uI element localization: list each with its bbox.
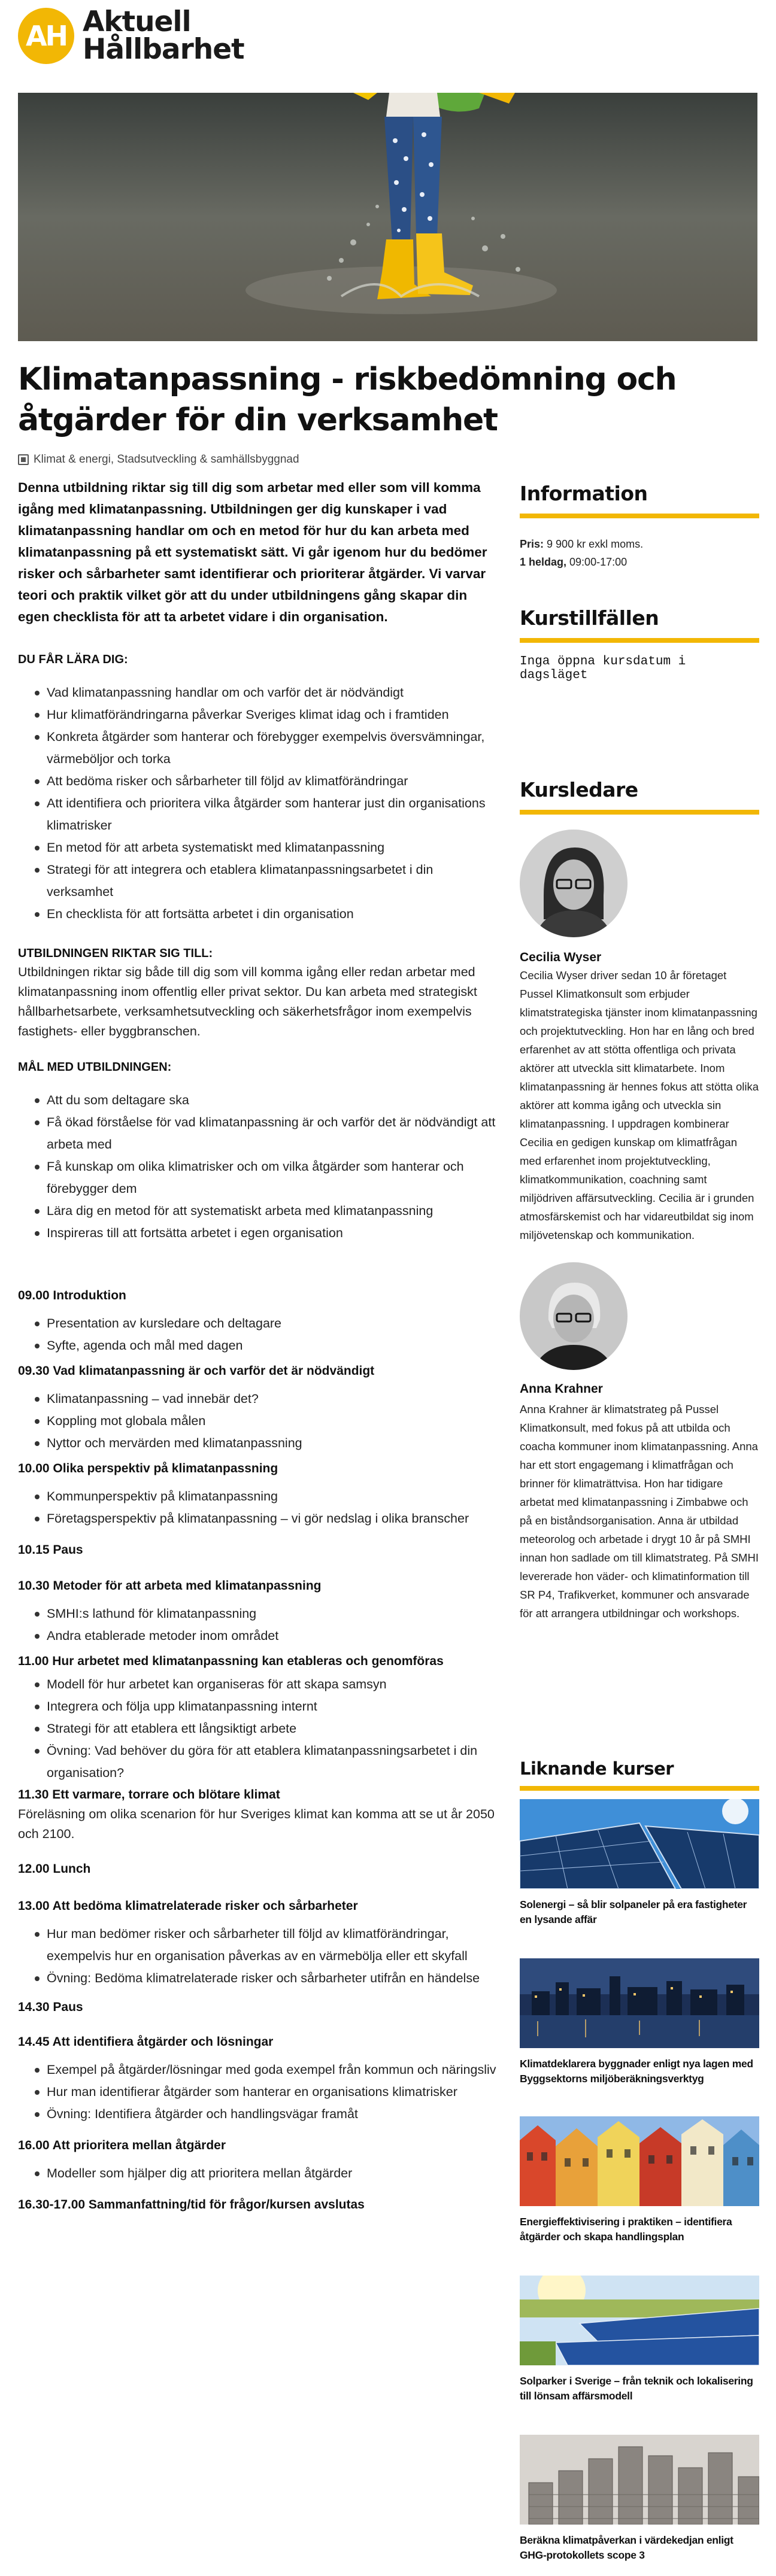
list-item: Modell för hur arbetet kan organiseras för att skapa samsyn [18,1673,497,1696]
related-course-title: Solenergi – så blir solpaneler på era fastigheter en lysande affär [520,1898,747,1925]
list-item: Hur man identifierar åtgärder som hanterar en organisations klimatrisker [18,2081,497,2103]
avatar [520,1262,628,1370]
schedule-heading: 14.45 Att identifiera åtgärder och lösningar [18,2035,274,2049]
info-heading: Information [520,482,648,505]
schedule-heading: 09.30 Vad klimatanpassning är och varför det är nödvändigt [18,1364,375,1378]
schedule [18,1286,497,2214]
schedule-list [18,1923,497,1989]
list-item: Modeller som hjälper dig att prioritera mellan åtgärder [18,2162,497,2185]
list-item: Integrera och följa upp klimatanpassning internt [18,1696,497,1718]
related-course-title: Energieffektivisering i praktiken – identifiera åtgärder och skapa handlingsplan [520,2216,732,2243]
related-course-link[interactable] [520,1958,759,2086]
leader-name: Anna Krahner [520,1382,603,1396]
related-course-title: Solparker i Sverige – från teknik och lokalisering till lönsam affärsmodell [520,2375,753,2402]
schedule-block [18,1897,497,1989]
list-item: SMHI:s lathund för klimatanpassning [18,1603,497,1625]
schedule-heading: 09.00 Introduktion [18,1289,126,1302]
list-item: Hur man bedömer risker och sårbarheter till följd av klimatförändringar, exempelvis hur en organisation påverkas av en värmebölja eller ett skyfall [18,1923,497,1967]
related-heading: Liknande kurser [520,1758,674,1779]
info-box [520,482,759,571]
logo-line-1: Aktuell [83,5,191,38]
site-header [18,0,244,72]
list-item: Exempel på åtgärder/lösningar med goda exempel från kommun och näringsliv [18,2059,497,2081]
related-course-title: Klimatdeklarera byggnader enligt nya lagen med Byggsektorns miljöberäkningsverktyg [520,2058,753,2085]
schedule-block [18,1362,497,1454]
schedule-list [18,1313,497,1357]
leader-card [520,830,759,1244]
schedule-text: Föreläsning om olika scenarion för hur Sveriges klimat kan komma att se ut år 2050 och 2100. [18,1807,495,1841]
schedule-list [18,1486,497,1530]
list-item: Inspireras till att fortsätta arbetet i egen organisation [18,1222,497,1244]
list-item: Nyttor och mervärden med klimatanpassning [18,1432,497,1454]
page-title: Klimatanpassning - riskbedömning och åtgärder för din verksamhet [18,362,677,438]
goal-list [18,1089,497,1244]
leader-bio: Anna Krahner är klimatstrateg på Pussel Klimatkonsult, med fokus på att utbilda och coacha kommuner inom klimatanpassning. Anna har ett stort engagemang i klimatfrågan och brinner för klimaträttvisa. Hon har tidigare arbetat med klimatanpassning i Zimbabwe och på en biståndsorganisation. Anna är utbildad meteorolog och arbetade i drygt 10 år på SMHI innan hon sadlade om till klimatstrateg. På SMHI levererade hon väder- och klimatinformation till SR P4, Trafikverket, kommuner och ansvarade för att arrangera utbildningar och workshops. [520,1403,759,1620]
schedule-block [18,1459,497,1530]
list-item: Få ökad förståelse för vad klimatanpassning är och varför det är nödvändigt att arbeta med [18,1111,497,1156]
schedule-heading: 10.00 Olika perspektiv på klimatanpassning [18,1462,278,1475]
duration-line [520,553,759,571]
solar-park-image [520,2276,759,2365]
brand-logo[interactable] [18,5,244,66]
goal-heading: MÅL MED UTBILDNINGEN: [18,1061,172,1074]
related-divider [520,1786,759,1791]
related-courses [520,1758,759,2563]
schedule-list [18,2059,497,2125]
target-heading: UTBILDNINGEN RIKTAR SIG TILL: [18,947,213,960]
list-item: Hur klimatförändringarna påverkar Sveriges klimat idag och i framtiden [18,704,497,726]
related-course-link[interactable] [520,2276,759,2404]
learn-list [18,682,497,925]
list-item: Klimatanpassning – vad innebär det? [18,1388,497,1410]
lead-paragraph: Denna utbildning riktar sig till dig som arbetar med eller som vill komma igång med klimatanpassning. Utbildningen ger dig kunskaper i vad klimatanpassning handlar om och en metod för hur du kan arbeta med klimatanpassning på ett systematiskt sätt. Vi går igenom hur du bedömer risker och sårbarheter samt identifierar och prioriterar åtgärder. Vi varvar teori och praktik vilket gör att du under utbildningens gång skapar din egen checklista för att ta arbetet vidare i din organisation. [18,480,487,624]
leaders-divider [520,810,759,815]
logo-wordmark [83,5,244,66]
list-item: En metod för att arbeta systematiskt med klimatanpassning [18,837,497,859]
leader-name: Cecilia Wyser [520,950,602,964]
leaders-heading: Kursledare [520,778,638,801]
solar-panels-image [520,1799,759,1889]
dates-box [520,606,759,682]
schedule-list [18,2162,497,2185]
schedule-list [18,1603,497,1647]
stacked-coins-image [520,2435,759,2525]
duration-value: 09:00-17:00 [566,556,628,568]
schedule-heading: 10.15 Paus [18,1543,83,1557]
schedule-block [18,1785,497,1844]
city-skyline-image [520,1958,759,2048]
list-item: Övning: Vad behöver du göra för att etablera klimatanpassningsarbetet i din organisation? [18,1740,497,1784]
related-course-link[interactable] [520,2116,759,2244]
list-item: Syfte, agenda och mål med dagen [18,1335,497,1357]
price-line [520,535,759,553]
list-item: Konkreta åtgärder som hanterar och förebygger exempelvis översvämningar, värmeböljor och torka [18,726,497,770]
schedule-block [18,1998,497,2017]
logo-badge: AH [18,8,74,64]
learn-heading: DU FÅR LÄRA DIG: [18,653,128,666]
schedule-heading: 12.00 Lunch [18,1862,91,1876]
list-item: Presentation av kursledare och deltagare [18,1313,497,1335]
list-item: Andra etablerade metoder inom området [18,1625,497,1647]
schedule-block [18,2136,497,2185]
leaders-box [520,778,759,1623]
schedule-heading: 16.30-17.00 Sammanfattning/tid för frågor/kursen avslutas [18,2198,365,2212]
list-item: Kommunperspektiv på klimatanpassning [18,1486,497,1508]
schedule-list [18,1673,497,1784]
duration-label: 1 heldag, [520,556,567,568]
target-text: Utbildningen riktar sig både till dig som vill komma igång eller redan arbetar med klimatanpassning inom offentlig eller privat sektor. Du kan arbeta med strategiskt hållbarhetsarbete, verksamhetsutveckling och säkerhetsfrågor inom exempelvis fastighets- eller byggbranschen. [18,965,477,1038]
list-item: Koppling mot globala målen [18,1410,497,1432]
colorful-houses-image [520,2116,759,2206]
list-item: Vad klimatanpassning handlar om och varför det är nödvändigt [18,682,497,704]
schedule-block [18,1860,497,1879]
schedule-heading: 11.00 Hur arbetet med klimatanpassning kan etableras och genomföras [18,1654,444,1668]
schedule-block [18,1541,497,1560]
related-course-link[interactable] [520,2435,759,2563]
price-label: Pris: [520,538,544,550]
list-item: Strategi för att integrera och etablera klimatanpassningsarbetet i din verksamhet [18,859,497,903]
list-item: Att du som deltagare ska [18,1089,497,1111]
info-divider [520,514,759,518]
course-description [18,477,497,2214]
list-item: Övning: Bedöma klimatrelaterade risker och sårbarheter utifrån en händelse [18,1967,497,1989]
list-item: Att identifiera och prioritera vilka åtgärder som hanterar just din organisations klimatrisker [18,792,497,837]
hero-image [18,93,757,341]
schedule-heading: 10.30 Metoder för att arbeta med klimatanpassning [18,1579,322,1593]
schedule-heading: 11.30 Ett varmare, torrare och blötare klimat [18,1788,280,1802]
related-course-link[interactable] [520,1799,759,1927]
list-item: Strategi för att etablera ett långsiktigt arbete [18,1718,497,1740]
schedule-block [18,1286,497,1357]
category-icon [18,454,29,465]
schedule-block [18,1652,497,1784]
dates-heading: Kurstillfällen [520,606,659,630]
list-item: Övning: Identifiera åtgärder och handlingsvägar framåt [18,2103,497,2125]
logo-line-2: Hållbarhet [83,33,244,66]
price-value: 9 900 kr exkl moms. [544,538,644,550]
list-item: En checklista för att fortsätta arbetet i din organisation [18,903,497,925]
leader-bio: Cecilia Wyser driver sedan 10 år företaget Pussel Klimatkonsult som erbjuder klimatstrategiska tjänster inom klimatanpassning och projektutveckling. Hon har en lång och bred erfarenhet av att stötta offentliga och privata aktörer att utveckla sitt klimatarbete. Inom klimatanpassning är hennes fokus att stötta olika aktörer att komma igång och utveckla sin klimatanpassning. I uppdragen kombinerar Cecilia en gedigen kunskap om klimatfrågan med erfarenhet inom projektutveckling, klimatkommunikation, coachning samt miljödriven affärsutveckling. Cecilia är i grunden atmosfärskemist och har vidareutbildat sig inom miljövetenskap och kommunikation. [520,969,759,1241]
dates-empty-text: Inga öppna kursdatum i dagsläget [520,655,686,682]
list-item: Få kunskap om olika klimatrisker och om vilka åtgärder som hanterar och förebygger dem [18,1156,497,1200]
schedule-block [18,2195,497,2214]
schedule-list [18,1388,497,1454]
avatar [520,830,628,937]
schedule-heading: 13.00 Att bedöma klimatrelaterade risker och sårbarheter [18,1899,358,1913]
schedule-block [18,2033,497,2125]
schedule-block [18,1576,497,1647]
category-text: Klimat & energi, Stadsutveckling & samhällsbyggnad [34,453,299,466]
schedule-heading: 16.00 Att prioritera mellan åtgärder [18,2138,226,2152]
category-line [18,453,299,466]
leader-card [520,1262,759,1623]
related-course-title: Beräkna klimatpåverkan i värdekedjan enligt GHG-protokollets scope 3 [520,2534,733,2561]
dates-divider [520,638,759,643]
schedule-heading: 14.30 Paus [18,2000,83,2014]
list-item: Lära dig en metod för att systematiskt arbeta med klimatanpassning [18,1200,497,1222]
list-item: Att bedöma risker och sårbarheter till följd av klimatförändringar [18,770,497,792]
list-item: Företagsperspektiv på klimatanpassning – vi gör nedslag i olika branscher [18,1508,497,1530]
